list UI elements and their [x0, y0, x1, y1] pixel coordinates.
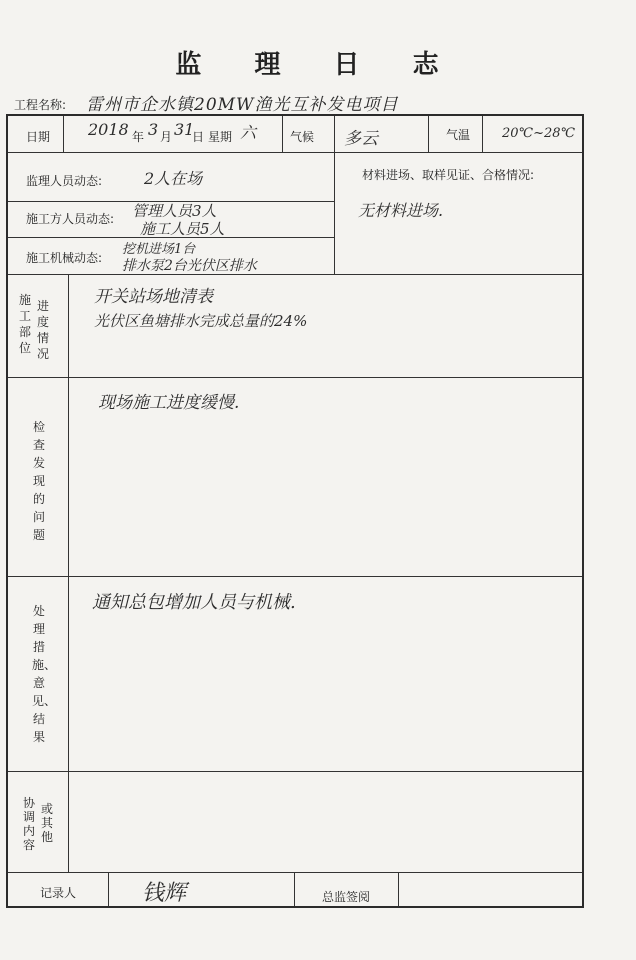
day-unit: 日: [192, 130, 205, 144]
machinery-label: 施工机械动态:: [26, 251, 103, 265]
date-day: 31: [174, 120, 195, 139]
machinery-line-1: 挖机进场1台: [122, 242, 196, 257]
measures-label: 处理措施、意见、结果: [32, 604, 57, 744]
weather-label: 气候: [290, 130, 315, 144]
row-divider: [8, 274, 582, 275]
measures-value: 通知总包增加人员与机械.: [92, 592, 296, 613]
supervisor-value: 2人在场: [144, 169, 203, 188]
project-name-handwritten: 雷州市企水镇20MW渔光互补发电项目: [86, 95, 399, 115]
row-divider: [8, 771, 582, 772]
row-divider: [8, 576, 582, 577]
weekday-label: 星期: [208, 130, 233, 144]
col-divider: [482, 116, 483, 152]
issues-label: 检查发现的问题: [32, 420, 45, 542]
date-month: 3: [148, 120, 159, 139]
weekday-value: 六: [240, 123, 257, 142]
chief-review-label: 总监签阅: [322, 890, 371, 904]
supervisor-label: 监理人员动态:: [26, 174, 103, 188]
month-unit: 月: [160, 130, 173, 144]
col-divider: [108, 872, 109, 906]
materials-value: 无材料进场.: [358, 201, 444, 220]
progress-line-1: 开关站场地清表: [94, 287, 213, 307]
coordination-other-label: 或其他: [40, 802, 53, 844]
row-divider: [8, 377, 582, 378]
log-table: [6, 114, 584, 908]
machinery-line-2: 排水泵2台光伏区排水: [122, 258, 257, 274]
row-divider: [8, 872, 582, 873]
contractor-line-2: 施工人员5人: [140, 220, 225, 238]
coordination-label: 协调内容: [22, 796, 35, 852]
issues-value: 现场施工进度缓慢.: [98, 393, 240, 413]
progress-label: 进度情况: [36, 299, 49, 361]
col-divider: [334, 116, 335, 274]
col-divider: [68, 274, 69, 872]
recorder-label: 记录人: [40, 886, 77, 900]
year-unit: 年: [132, 130, 145, 144]
project-row: [14, 92, 614, 116]
date-label: 日期: [26, 130, 51, 144]
project-label: 工程名称:: [14, 98, 67, 112]
contractor-label: 施工方人员动态:: [26, 212, 115, 226]
materials-label: 材料进场、取样见证、合格情况:: [362, 168, 535, 182]
date-year: 2018: [88, 120, 129, 139]
recorder-signature: 钱辉: [142, 881, 187, 906]
row-divider: [8, 152, 582, 153]
col-divider: [398, 872, 399, 906]
col-divider: [63, 116, 64, 152]
work-area-label: 施工部位: [18, 293, 31, 355]
col-divider: [282, 116, 283, 152]
weather-value: 多云: [344, 129, 378, 149]
temperature-value: 20℃~28℃: [502, 126, 576, 141]
page-title: 监 理 日 志: [175, 50, 461, 80]
progress-line-2: 光伏区鱼塘排水完成总量的24%: [94, 312, 308, 330]
contractor-line-1: 管理人员3人: [132, 202, 217, 220]
col-divider: [294, 872, 295, 906]
col-divider: [428, 116, 429, 152]
temperature-label: 气温: [446, 128, 471, 142]
